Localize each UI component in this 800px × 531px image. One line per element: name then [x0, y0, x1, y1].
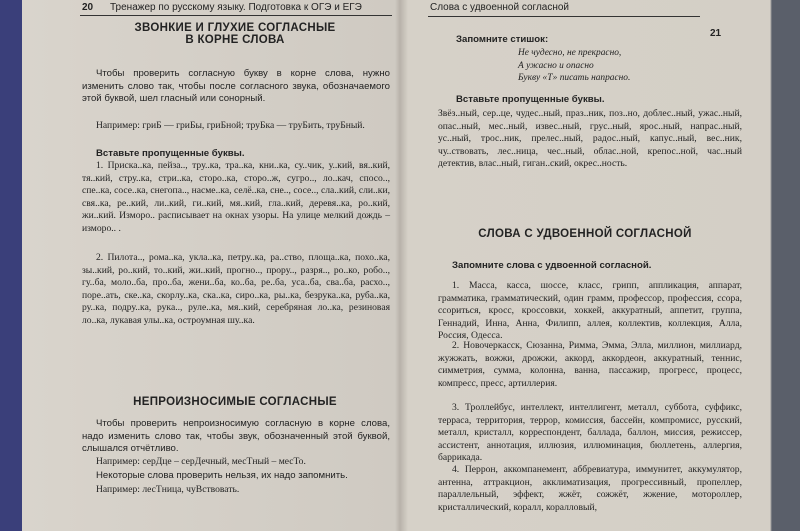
header-rule [428, 16, 700, 17]
section-title: НЕПРОИЗНОСИМЫЕ СОГЛАСНЫЕ [133, 396, 337, 408]
word-list-item: 2. Новочеркасск, Сюзанна, Римма, Эмма, Элла, миллион, миллиард, жужжать, вожжи, дрожжи, аккорд, аккордеон, аккуратный, теннис, симметрия, сумма, колонна, ванна, пассажир, прогресс, процесс, компресс, пресс, артиллерия. [438, 340, 742, 389]
task-heading: Вставьте пропущенные буквы. [456, 94, 605, 105]
poem-line: А ужасно и опасно [518, 60, 594, 71]
running-head: Слова с удвоенной согласной [430, 2, 570, 13]
page-number: 21 [710, 28, 722, 39]
example-paragraph: Например: серДце – серДечный, месТный – месТо. [96, 456, 306, 467]
rule-paragraph: Чтобы проверить непроизносимую согласную в корне слова, надо изменить слово так, чтобы звук, обозначенный этой буквой, слышался отчётливо. [82, 418, 390, 455]
section-title: СЛОВА С УДВОЕННОЙ СОГЛАСНОЙ [478, 228, 692, 240]
running-head: Тренажер по русскому языку. Подготовка к ОГЭ и ЕГЭ [110, 2, 362, 13]
poem-line: Букву «Т» писать напрасно. [518, 73, 631, 84]
example-paragraph: Например: гриБ — гриБы, гриБной; труБка — труБить, труБный. [96, 120, 365, 131]
word-list-item: 4. Перрон, аккомпанемент, аббревиатура, иммунитет, аккумулятор, антенна, аттракцион, акклиматизация, прогрессивный, пропеллер, параллельный, эффект, жжёт, сожжёт, жжение, мотороллер, кристаллический, коралл, коралловый, [438, 464, 742, 513]
page-number: 20 [82, 2, 94, 13]
exercise-paragraph: 2. Пилота.., рома..ка, укла..ка, петру..ка, ра..ство, площа..ка, похо..ка, зы..кий, ро..кий, то..кий, жи..кий, прогно.., прору.., разря.., ро..ко, робо.., гу..ба, моло..ба, про..ба, жени..ба, ко..ба, ре..ба, уса..ба, сва..ба, расхо.., поре..ать, ске..ка, скорлу..ка, ска..ка, сиро..ка, ры..ка, безрука..ка, руба..ка, ру..ка, подру..ка, рука.., руле..ка, мя..кий, серебряная ло..ка, резиновая ло..ка, лукавая улы..ка, остроумная шу..ка. [82, 252, 390, 326]
exercise-paragraph: Звёз..ный, сер..це, чудес..ный, праз..ник, поз..но, доблес..ный, ужас..ный, опас..ный, мес..ный, извес..ный, грус..ный, ярос..ный, напрас..ный, ус..ный, трос..ник, прелес..ный, радос..ный, капус..ный, вес..ник, чу..ствовать, лес..ница, чес..ный, облас..ной, крепос..ной, час..ный детектив, влас..ный, гиган..ский, окрес..ность. [438, 108, 742, 170]
header-rule [80, 15, 392, 16]
right-page [410, 0, 762, 531]
word-list-item: 3. Троллейбус, интеллект, интеллигент, металл, суббота, суффикс, терраса, территория, террор, комиссия, бассейн, компромисс, русский, металл, кристалл, корреспондент, баллада, баллон, миссия, режиссер, ассистент, аннотация, иллюзия, иллюминация, бюллетень, аллергия, баррикада. [438, 402, 742, 464]
section-subtitle: Запомните слова с удвоенной согласной. [452, 260, 652, 271]
word-list-item: 1. Масса, касса, шоссе, класс, грипп, аппликация, аппарат, грамматика, грамматический, один грамм, профессор, профессия, ссора, ссориться, кросс, кроссовки, хоккей, аккуратный, аппетит, группа, Геннадий, Инна, Анна, Филипп, аллея, коллектив, коллекция, Алла, Россия, Одесса. [438, 280, 742, 342]
exercise-paragraph: 1. Приска..ка, пейза.., тру..ка, тра..ка, кни..ка, су..чик, у..кий, вя..кий, тя..кий, стру..ка, стри..ка, сторо..ка, сторо..ж, сугро.., ло..кач, спосо.., спе..ка, сосе..ка, снегопа.., насме..ка, селё..ка, сне.., сосе.., сла..кий, сли..ки, свя..ка, ре..кий, ли..кий, ги..кий, мя..кий, гла..кий, деревя..ка, ро..кий, жи..кий. Изморо.. расписывает на окнах узоры. На улице мелкий дождь – изморо.. . [82, 160, 390, 234]
note-paragraph: Некоторые слова проверить нельзя, их надо запомнить. [96, 470, 348, 481]
left-page [30, 0, 392, 531]
rule-paragraph: Чтобы проверить согласную букву в корне слова, нужно изменить слово так, чтобы после согласного звука, обозначаемого этой буквой, шел гласный или сонорный. [82, 68, 390, 105]
task-heading: Вставьте пропущенные буквы. [96, 148, 245, 159]
section-title: ЗВОНКИЕ И ГЛУХИЕ СОГЛАСНЫЕ В КОРНЕ СЛОВА [134, 22, 336, 46]
poem [518, 47, 630, 85]
memorize-heading: Запомните стишок: [456, 34, 549, 45]
example-paragraph: Например: лесТница, чуВствовать. [96, 484, 240, 495]
poem-line: Не чудесно, не прекрасно, [518, 48, 622, 58]
